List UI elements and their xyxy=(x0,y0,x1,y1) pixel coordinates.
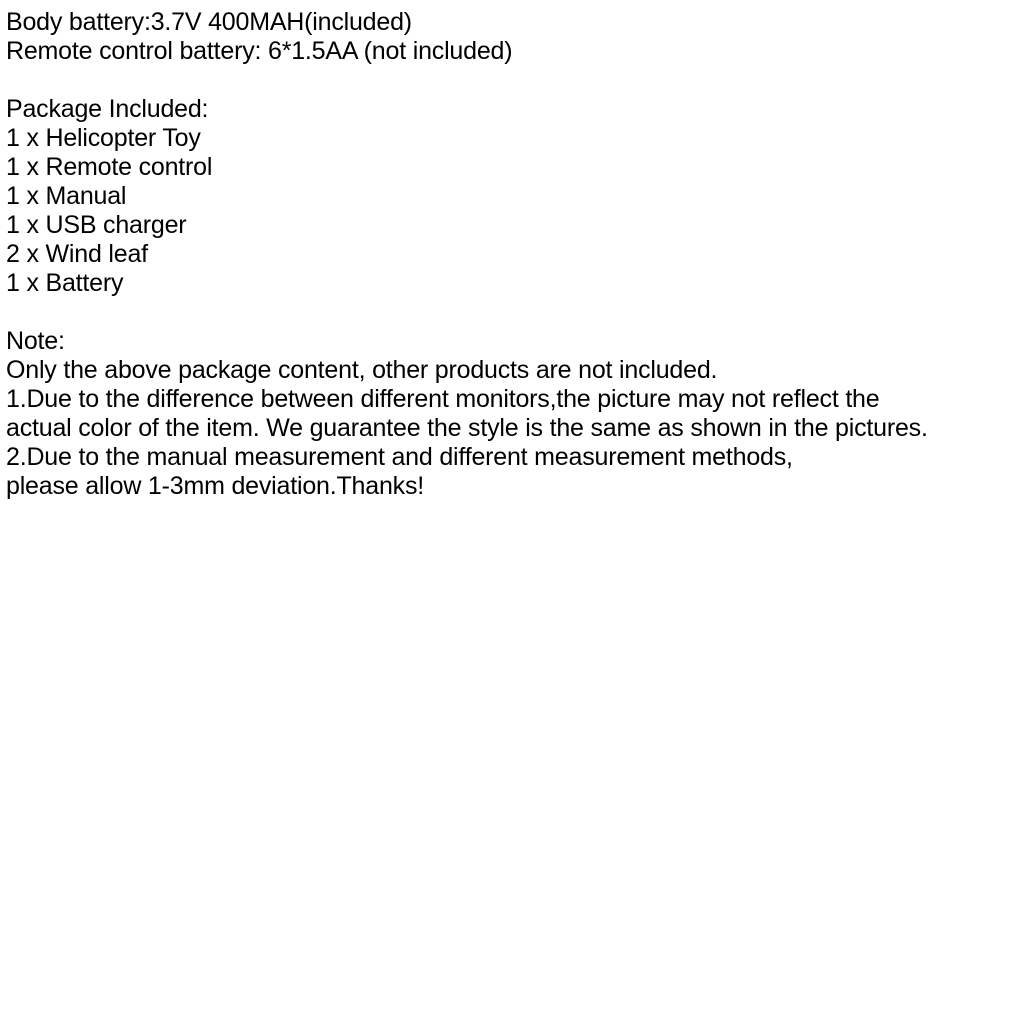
package-item: 1 x Remote control xyxy=(6,153,213,181)
package-item: 1 x Helicopter Toy xyxy=(6,124,201,152)
product-description xyxy=(6,8,1018,501)
package-item: 1 x Battery xyxy=(6,269,124,297)
note-line: 2.Due to the manual measurement and different measurement methods, xyxy=(6,443,793,471)
spacer xyxy=(6,298,1018,327)
package-item: 1 x USB charger xyxy=(6,211,187,239)
body-battery-spec: Body battery:3.7V 400MAH(included) xyxy=(6,8,412,36)
package-heading: Package Included: xyxy=(6,95,209,123)
remote-battery-spec: Remote control battery: 6*1.5AA (not included) xyxy=(6,37,513,65)
package-item: 2 x Wind leaf xyxy=(6,240,148,268)
note-line: please allow 1-3mm deviation.Thanks! xyxy=(6,472,425,500)
note-line: 1.Due to the difference between different monitors,the picture may not reflect the xyxy=(6,385,880,413)
spacer xyxy=(6,66,1018,95)
package-item: 1 x Manual xyxy=(6,182,127,210)
note-line: actual color of the item. We guarantee the style is the same as shown in the pictures. xyxy=(6,414,928,442)
note-heading: Note: xyxy=(6,327,65,355)
note-line: Only the above package content, other products are not included. xyxy=(6,356,718,384)
